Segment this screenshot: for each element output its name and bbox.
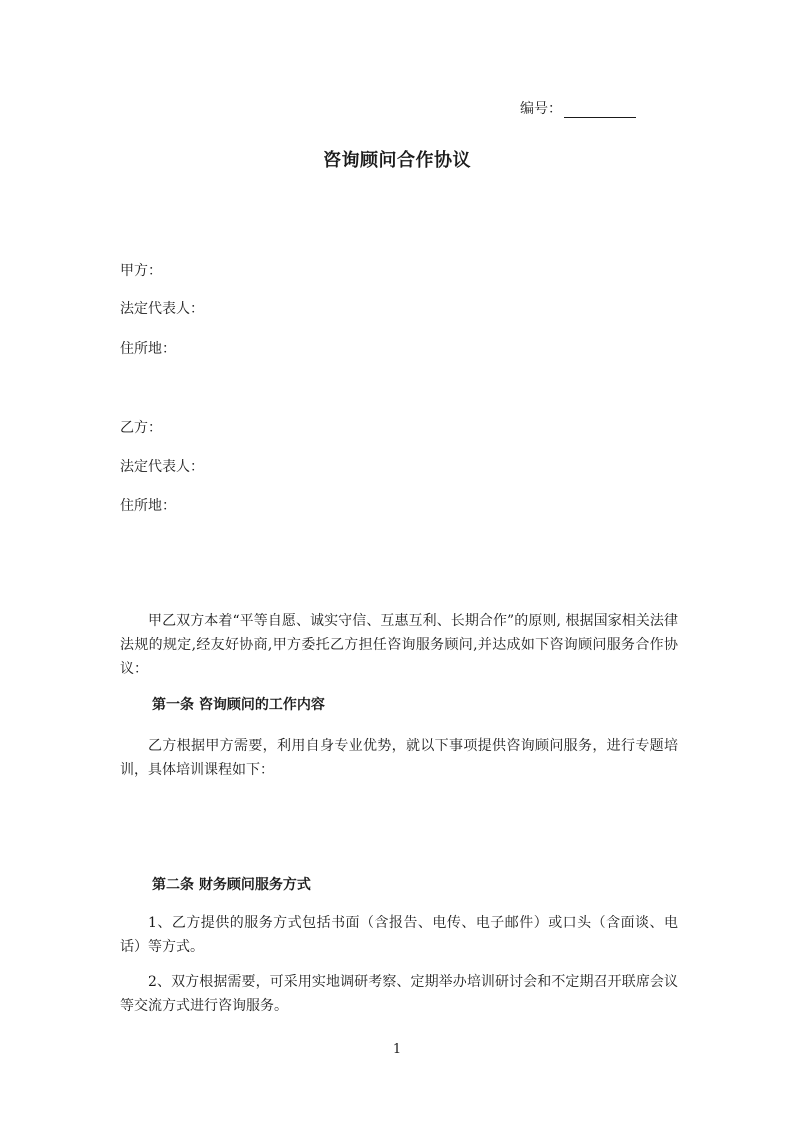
document-number xyxy=(520,98,636,118)
agreement-title: 咨询顾问合作协议 xyxy=(323,150,471,171)
party-b-representative-label: 法定代表人： xyxy=(120,459,204,475)
article-2-clause-1: 1、乙方提供的服务方式包括书面（含报告、电传、电子邮件）或口头（含面谈、电话）等方式。 xyxy=(120,915,678,955)
article-1-body: 乙方根据甲方需要，利用自身专业优势，就以下事项提供咨询顾问服务，进行专题培训，具体培训课程如下： xyxy=(120,738,678,778)
article-2-clause-2: 2、双方根据需要，可采用实地调研考察、定期举办培训研讨会和不定期召开联席会议等交流方式进行咨询服务。 xyxy=(120,974,678,1014)
page-number: 1 xyxy=(392,1042,402,1057)
party-a-representative-label: 法定代表人： xyxy=(120,301,204,317)
document-number-label: 编号： xyxy=(520,101,562,117)
intro-paragraph: 甲乙双方本着“平等自愿、诚实守信、互惠互利、长期合作”的原则, 根据国家相关法律法规的规定,经友好协商,甲方委托乙方担任咨询服务顾问,并达成如下咨询顾问服务合作协议： xyxy=(120,613,678,677)
article-1-heading: 第一条 咨询顾问的工作内容 xyxy=(152,697,325,713)
document-number-blank xyxy=(564,103,636,118)
article-2-heading: 第二条 财务顾问服务方式 xyxy=(152,877,311,893)
party-a-label: 甲方： xyxy=(120,263,162,279)
party-b-address-label: 住所地： xyxy=(120,498,176,514)
party-a-address-label: 住所地： xyxy=(120,341,176,357)
party-b-label: 乙方： xyxy=(120,420,162,436)
